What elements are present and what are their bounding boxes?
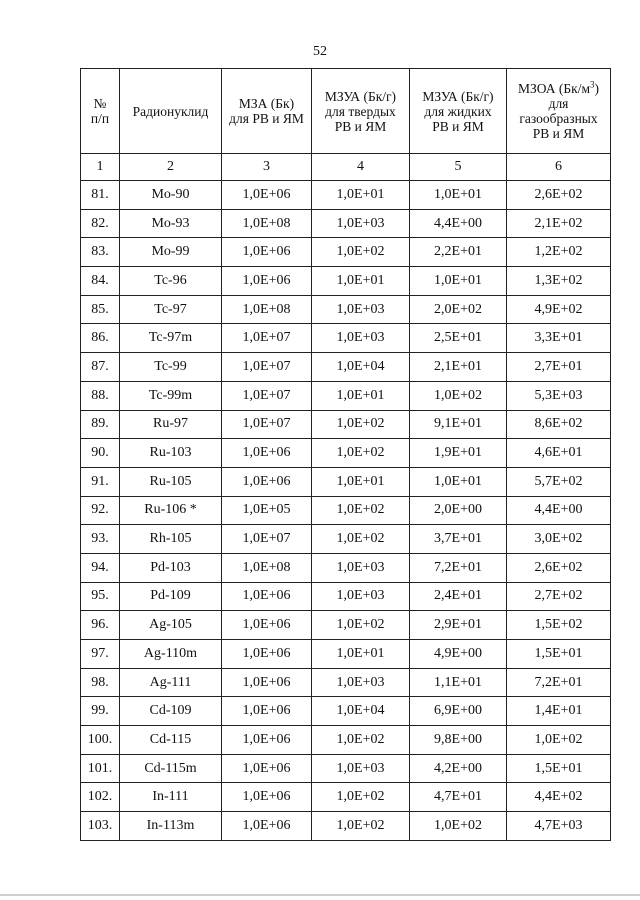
mzoa-gas-value: 7,2E+01 [507,668,611,697]
mzoa-gas-value: 1,5E+01 [507,640,611,669]
mzoa-gas-value: 2,7E+02 [507,582,611,611]
mzua-liquid-value: 4,9E+00 [410,640,507,669]
page-number: 52 [313,44,327,59]
mzua-solid-value: 1,0E+02 [312,439,410,468]
header-row [81,69,611,154]
table-row [81,553,611,582]
table-row [81,238,611,267]
table-row [81,611,611,640]
table-row [81,353,611,382]
mzoa-gas-value: 5,7E+02 [507,467,611,496]
mza-value: 1,0E+06 [222,267,312,296]
mzoa-gas-value: 4,6E+01 [507,439,611,468]
mzua-solid-value: 1,0E+02 [312,611,410,640]
mza-value: 1,0E+07 [222,353,312,382]
row-number: 92. [81,496,120,525]
table-row [81,668,611,697]
mza-value: 1,0E+06 [222,726,312,755]
mza-value: 1,0E+08 [222,295,312,324]
mzua-liquid-value: 4,2E+00 [410,754,507,783]
row-number: 89. [81,410,120,439]
nuclide-name: Ru-105 [120,467,222,496]
mzoa-gas-value: 5,3E+03 [507,381,611,410]
mzua-liquid-value: 9,8E+00 [410,726,507,755]
column-number: 3 [222,154,312,181]
table-row [81,525,611,554]
mzua-solid-value: 1,0E+01 [312,467,410,496]
header-num: № п/п [81,69,120,154]
nuclide-name: Tc-97m [120,324,222,353]
mzoa-gas-value: 4,9E+02 [507,295,611,324]
nuclide-name: Tc-96 [120,267,222,296]
mza-value: 1,0E+07 [222,525,312,554]
mzua-solid-value: 1,0E+03 [312,582,410,611]
mza-value: 1,0E+06 [222,754,312,783]
mzua-liquid-value: 6,9E+00 [410,697,507,726]
mzua-solid-value: 1,0E+02 [312,525,410,554]
mza-value: 1,0E+06 [222,640,312,669]
mzoa-gas-value: 4,4E+02 [507,783,611,812]
nuclide-name: Tc-97 [120,295,222,324]
column-number: 5 [410,154,507,181]
row-number: 84. [81,267,120,296]
nuclide-name: Mo-93 [120,209,222,238]
table-row [81,381,611,410]
nuclide-name: Ag-110m [120,640,222,669]
mzoa-gas-value: 1,0E+02 [507,726,611,755]
mzua-solid-value: 1,0E+01 [312,267,410,296]
mzoa-gas-value: 2,6E+02 [507,553,611,582]
table-row [81,467,611,496]
mza-value: 1,0E+06 [222,439,312,468]
mzua-solid-value: 1,0E+01 [312,640,410,669]
mzoa-gas-value: 2,1E+02 [507,209,611,238]
mzoa-gas-value: 3,3E+01 [507,324,611,353]
column-number: 4 [312,154,410,181]
mzua-liquid-value: 1,0E+01 [410,467,507,496]
row-number: 87. [81,353,120,382]
mzua-liquid-value: 9,1E+01 [410,410,507,439]
mzua-solid-value: 1,0E+02 [312,812,410,841]
nuclide-name: Cd-115m [120,754,222,783]
row-number: 82. [81,209,120,238]
mzua-liquid-value: 1,0E+02 [410,381,507,410]
scan-edge-line [0,894,640,896]
mza-value: 1,0E+06 [222,467,312,496]
mza-value: 1,0E+08 [222,209,312,238]
mzoa-gas-value: 4,4E+00 [507,496,611,525]
mzua-solid-value: 1,0E+04 [312,353,410,382]
mza-value: 1,0E+06 [222,181,312,210]
table-row [81,496,611,525]
table-row [81,783,611,812]
table-row [81,295,611,324]
mzua-solid-value: 1,0E+03 [312,553,410,582]
row-number: 97. [81,640,120,669]
nuclide-name: Ru-106 * [120,496,222,525]
header-mza: МЗА (Бк) для РВ и ЯМ [222,69,312,154]
mzoa-gas-value: 4,7E+03 [507,812,611,841]
table-row [81,209,611,238]
nuclide-name: Pd-109 [120,582,222,611]
mza-value: 1,0E+07 [222,410,312,439]
mzua-solid-value: 1,0E+03 [312,295,410,324]
mzua-liquid-value: 2,0E+02 [410,295,507,324]
mzua-liquid-value: 2,0E+00 [410,496,507,525]
nuclide-name: Tc-99m [120,381,222,410]
table-row [81,582,611,611]
mza-value: 1,0E+06 [222,697,312,726]
column-number: 1 [81,154,120,181]
table-row [81,410,611,439]
row-number: 88. [81,381,120,410]
mzua-liquid-value: 2,2E+01 [410,238,507,267]
row-number: 91. [81,467,120,496]
mzua-liquid-value: 1,0E+01 [410,267,507,296]
mza-value: 1,0E+07 [222,324,312,353]
mza-value: 1,0E+06 [222,812,312,841]
mzua-liquid-value: 1,1E+01 [410,668,507,697]
row-number: 94. [81,553,120,582]
mzua-liquid-value: 1,9E+01 [410,439,507,468]
nuclide-name: Mo-90 [120,181,222,210]
table-row [81,754,611,783]
mzua-solid-value: 1,0E+02 [312,726,410,755]
mzua-liquid-value: 3,7E+01 [410,525,507,554]
table-row [81,726,611,755]
nuclide-name: Ag-111 [120,668,222,697]
table-row [81,812,611,841]
table-row [81,181,611,210]
radionuclide-table [80,68,611,841]
table-row [81,640,611,669]
row-number: 98. [81,668,120,697]
mzua-solid-value: 1,0E+03 [312,324,410,353]
nuclide-name: Cd-115 [120,726,222,755]
nuclide-name: In-113m [120,812,222,841]
mza-value: 1,0E+06 [222,611,312,640]
mzua-liquid-value: 2,4E+01 [410,582,507,611]
mzua-liquid-value: 2,1E+01 [410,353,507,382]
mzoa-gas-value: 1,5E+02 [507,611,611,640]
header-nuclide: Радионуклид [120,69,222,154]
mzoa-gas-value: 1,2E+02 [507,238,611,267]
nuclide-name: Cd-109 [120,697,222,726]
mzoa-gas-value: 3,0E+02 [507,525,611,554]
mzua-solid-value: 1,0E+02 [312,496,410,525]
column-number-row [81,154,611,181]
mza-value: 1,0E+06 [222,783,312,812]
mzoa-gas-value: 8,6E+02 [507,410,611,439]
nuclide-name: Ru-97 [120,410,222,439]
mzua-solid-value: 1,0E+02 [312,238,410,267]
table-row [81,697,611,726]
mza-value: 1,0E+08 [222,553,312,582]
table-row [81,324,611,353]
row-number: 103. [81,812,120,841]
mzua-solid-value: 1,0E+03 [312,754,410,783]
nuclide-name: Tc-99 [120,353,222,382]
nuclide-name: Ag-105 [120,611,222,640]
mzua-liquid-value: 7,2E+01 [410,553,507,582]
row-number: 100. [81,726,120,755]
mza-value: 1,0E+06 [222,238,312,267]
nuclide-name: Ru-103 [120,439,222,468]
nuclide-name: In-111 [120,783,222,812]
mzua-solid-value: 1,0E+01 [312,181,410,210]
table-row [81,439,611,468]
row-number: 90. [81,439,120,468]
mza-value: 1,0E+07 [222,381,312,410]
mza-value: 1,0E+06 [222,582,312,611]
mzoa-gas-value: 1,3E+02 [507,267,611,296]
column-number: 2 [120,154,222,181]
column-number: 6 [507,154,611,181]
row-number: 99. [81,697,120,726]
mzua-solid-value: 1,0E+01 [312,381,410,410]
row-number: 93. [81,525,120,554]
mza-value: 1,0E+05 [222,496,312,525]
header-mzua-solid: МЗУА (Бк/г) для твердых РВ и ЯМ [312,69,410,154]
row-number: 102. [81,783,120,812]
mzoa-gas-value: 2,7E+01 [507,353,611,382]
mzoa-gas-value: 2,6E+02 [507,181,611,210]
mzua-liquid-value: 4,4E+00 [410,209,507,238]
mzua-liquid-value: 2,5E+01 [410,324,507,353]
mzua-solid-value: 1,0E+02 [312,410,410,439]
row-number: 86. [81,324,120,353]
row-number: 101. [81,754,120,783]
row-number: 95. [81,582,120,611]
row-number: 83. [81,238,120,267]
mzua-solid-value: 1,0E+02 [312,783,410,812]
header-mzua-liquid: МЗУА (Бк/г) для жидких РВ и ЯМ [410,69,507,154]
mzua-liquid-value: 2,9E+01 [410,611,507,640]
nuclide-name: Rh-105 [120,525,222,554]
header-mzoa-gas: МЗОА $(Бк/м^3)$ для газообразных РВ и ЯМ [507,69,611,154]
mzoa-gas-value: 1,4E+01 [507,697,611,726]
mzua-solid-value: 1,0E+03 [312,668,410,697]
mzua-liquid-value: 4,7E+01 [410,783,507,812]
mzua-liquid-value: 1,0E+01 [410,181,507,210]
table-body [81,181,611,841]
mza-value: 1,0E+06 [222,668,312,697]
mzua-liquid-value: 1,0E+02 [410,812,507,841]
mzua-solid-value: 1,0E+04 [312,697,410,726]
nuclide-name: Pd-103 [120,553,222,582]
table-row [81,267,611,296]
mzua-solid-value: 1,0E+03 [312,209,410,238]
mzoa-gas-value: 1,5E+01 [507,754,611,783]
nuclide-name: Mo-99 [120,238,222,267]
row-number: 96. [81,611,120,640]
row-number: 85. [81,295,120,324]
row-number: 81. [81,181,120,210]
